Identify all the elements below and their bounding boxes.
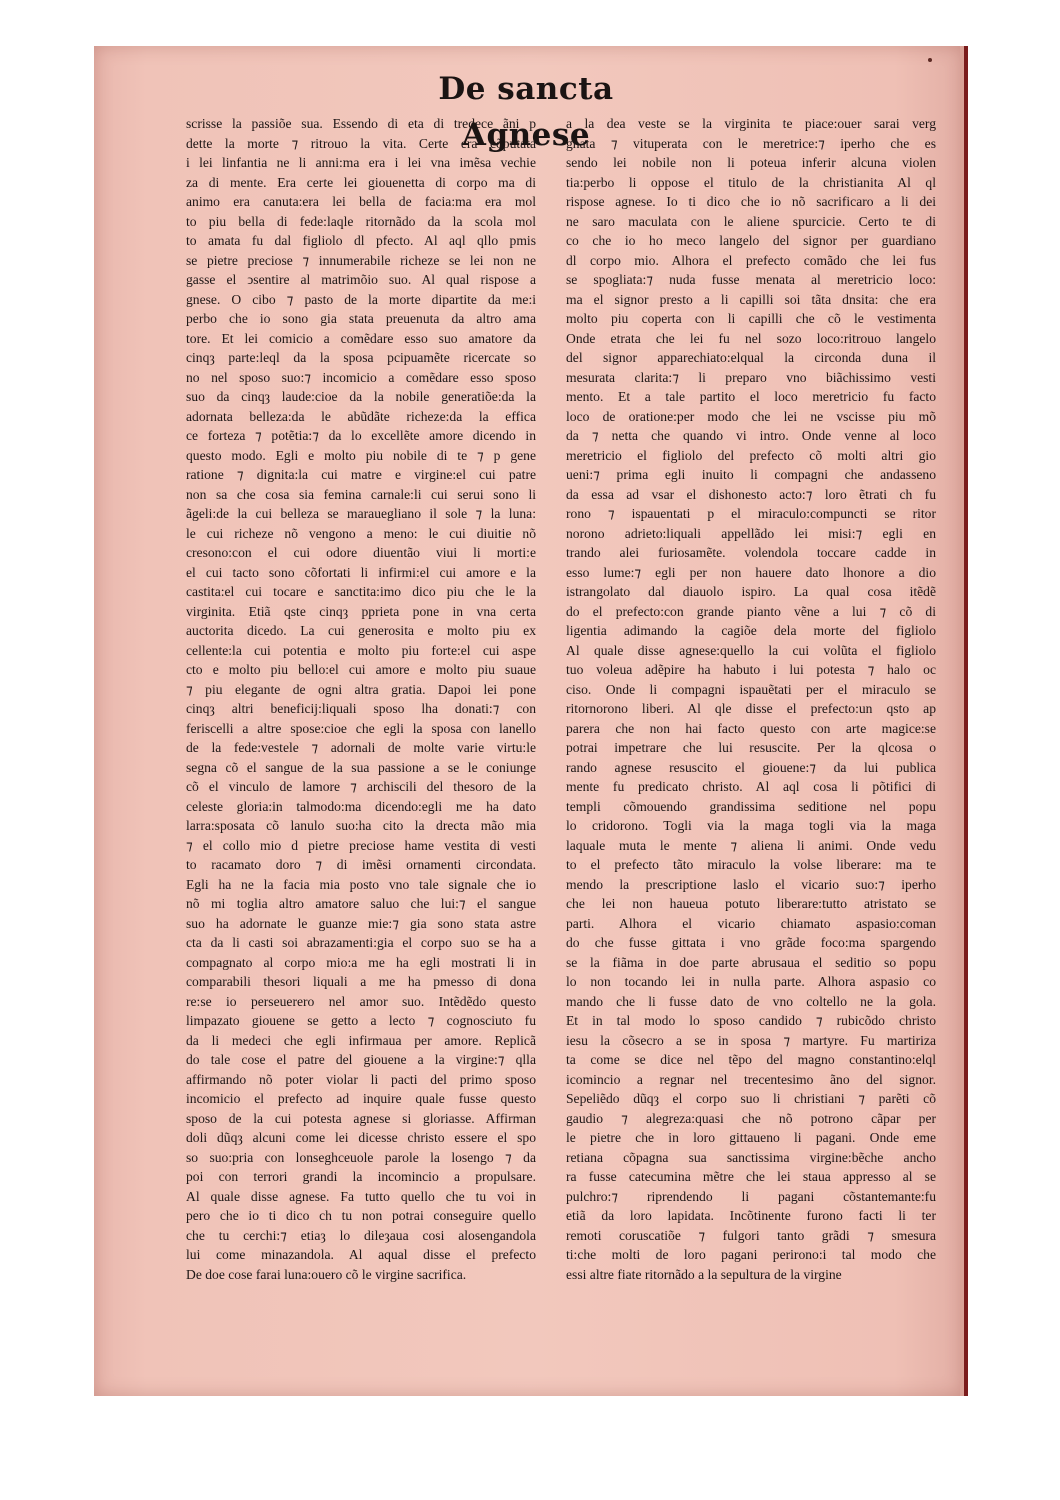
text-line: gnata ⁊ vituperata con le meretrice:⁊ iperho che es: [566, 135, 936, 151]
text-line: cõ el vinculo de lamore ⁊ archiscili del thesoro de la: [186, 779, 536, 794]
text-line: cinqȝ parte:leql da la sposa pcipuamẽte ricercate so: [186, 350, 536, 365]
text-line: co che io ho meco langelo del signor per guardiano: [566, 233, 936, 248]
right-text-column: [566, 114, 936, 1282]
running-head: De sancta Agnese: [438, 71, 614, 153]
text-line: nõ mi toglia altro amatore saluo che lui:⁊ el sangue: [186, 896, 536, 911]
text-line: ueni:⁊ prima egli inuito li compagni che andasseno: [566, 467, 936, 482]
text-line: feriscelli a altre spose:cioe che egli la sposa con lanello: [186, 720, 536, 736]
text-line: ra fusse catecumina mẽtre che lei staua appresso al se: [566, 1169, 936, 1184]
text-line: laquale muta le mente ⁊ aliena li animi. Onde vedu: [566, 837, 936, 853]
text-line: parera che non hai facto questo con arte magice:se: [566, 720, 936, 736]
text-line: mento. Et a tale partito el loco meretricio fu facto: [566, 389, 936, 404]
text-line: scrisse la passiõe sua. Essendo di eta di tredece ãni p: [186, 116, 536, 131]
text-line: suo ha adornate le guanze mie:⁊ gia sono stata astre: [186, 915, 536, 931]
text-line: da ⁊ netta che quando vi intro. Onde venne al loco: [566, 428, 936, 443]
text-line: trando alei furiosamẽte. volendola toccare cadde in: [566, 545, 936, 560]
text-line: remoti coruscatiõe ⁊ fulgori tanto grãdi ⁊ smesura: [566, 1227, 936, 1243]
text-line: dl corpo mio. Alhora el prefecto comãdo che lei fus: [566, 252, 936, 268]
text-line: non sa che cosa sia femina carnale:li cui serui sono li: [186, 486, 536, 502]
text-line: gasse el ↄsentire al matrimõio suo. Al qual rispose a: [186, 272, 536, 287]
text-line: meretricio el figliolo del prefecto cõ molti altri gio: [566, 447, 936, 463]
text-line: castita:el cui tocare e sanctita:imo dico piu che le la: [186, 584, 536, 599]
text-line: adornata belleza:da le abũdãte richeze:da la effica: [186, 408, 536, 424]
text-line: gaudio ⁊ alegreza:quasi che nõ potrono cãpar per: [566, 1110, 936, 1126]
text-line: icomincio a regnar nel trecentesimo ãno del signor.: [566, 1071, 936, 1087]
page-speck: [928, 58, 932, 62]
text-line: De doe cose farai luna:ouero cõ le virgine sacrifica.: [186, 1266, 467, 1282]
text-line: che tu cerchi:⁊ etiaȝ lo dileȝaua cosi alosengandola: [186, 1227, 536, 1243]
text-line: cresono:con el cui odore diuentão viui li morti:e: [186, 545, 536, 560]
text-line: doli dũqȝ alcuni come lei dicesse christo essere el spo: [186, 1130, 536, 1145]
text-line: animo era canuta:era lei bella de facia:ma era mol: [186, 194, 536, 209]
text-line: to el prefecto tãto miraculo la volse liberare: ma te: [566, 857, 936, 872]
text-line: suo da cinqȝ laude:cioe da la nobile generatiõe:da la: [186, 389, 536, 404]
text-line: cellente:la cui potentia e molto piu forte:el cui aspe: [186, 642, 536, 658]
text-line: mesurata clarita:⁊ li preparo vno biãchissimo vesti: [566, 369, 936, 385]
text-line: ti:che molti de loro pagani perirono:i tal modo che: [566, 1247, 936, 1262]
text-line: perbo che io sono gia stata preuenuta da altro ama: [186, 311, 536, 326]
text-line: rono ⁊ ispauentati p el miraculo:compuncti se ritor: [566, 506, 936, 521]
text-line: norono adrieto:liquali appellãdo lei misi:⁊ egli en: [566, 525, 936, 541]
text-line: ma el signor presto a li capilli soi tãta dnsita: che era: [566, 291, 936, 307]
text-line: el cui tacto sono cõfortati li infirmi:el cui amore e la: [186, 564, 536, 580]
text-line: no nel sposo suo:⁊ incomicio a comẽdare esso sposo: [186, 369, 536, 385]
text-line: etiã da loro lapidata. Incõtinente furono facti li ter: [566, 1208, 936, 1223]
text-line: cinqȝ altri beneficij:liquali sposo lha donati:⁊ con: [186, 701, 536, 716]
text-line: Onde etrata che lei fu nel sozo loco:ritrouo langelo: [566, 330, 936, 346]
text-line: sendo lei nobile non li poteua inferir alcuna violen: [566, 155, 936, 170]
text-line: za di mente. Era certe lei giouenetta di corpo ma di: [186, 174, 536, 190]
text-line: compagnato al corpo mio:a me ha egli mostrati li in: [186, 954, 536, 970]
text-line: che lei non haueua potuto liberare:tutto atristato se: [566, 896, 936, 911]
text-line: iesu la cõsecro a se in sposa ⁊ martyre. Fu martiriza: [566, 1032, 936, 1048]
text-line: Egli ha ne la facia mia posto vno tale signale che io: [186, 876, 536, 892]
text-line: loco de oratione:per modo che lei ne vscisse piu mõ: [566, 408, 936, 424]
text-line: essi altre fiate ritornãdo a la sepultura de la virgine: [566, 1266, 842, 1282]
left-text-column: [186, 114, 536, 1282]
text-line: da essa ad vsar el dishonesto acto:⁊ loro ẽtrati ch fu: [566, 486, 936, 502]
text-line: mendo la prescriptione laslo el vicario suo:⁊ iperho: [566, 876, 936, 892]
text-line: Al quale disse agnese. Fa tutto quello che tu voi in: [186, 1188, 536, 1204]
text-line: Sepeliẽdo dũqȝ el corpo suo li christiani ⁊ parẽti cõ: [566, 1091, 936, 1106]
text-line: esso lume:⁊ egli per non hauere dato lhonore a dio: [566, 564, 936, 580]
text-line: do el prefecto:con grande pianto vẽne a lui ⁊ cõ di: [566, 603, 936, 619]
text-line: istrangolato dal diauolo ispiro. La qual cosa itẽdẽ: [566, 584, 936, 599]
text-line: de la fede:vestele ⁊ adornali de molte varie virtu:le: [186, 740, 536, 755]
text-line: larra:sposata cõ lanulo suo:ha cito la drecta mão mia: [186, 818, 536, 833]
text-line: da li medeci che egli infirmaua per amore. Replicã: [186, 1032, 536, 1048]
text-line: ritornorono liberi. Al qle disse el prefecto:un qsto ap: [566, 701, 936, 716]
text-line: templi cõmouendo grandissima seditione nel popu: [566, 798, 936, 814]
text-line: i lei linfantia ne li anni:ma era i lei vna imẽsa vechie: [186, 155, 536, 170]
text-line: mando che li fusse dato de vno coltello ne la gola.: [566, 993, 936, 1009]
text-line: incomicio el prefecto ad inquire quale fusse questo: [186, 1091, 536, 1106]
text-line: segna cõ el sangue de la sua passione a se le coniunge: [186, 759, 536, 775]
text-line: do tale cose el patre del giouene a la virgine:⁊ qlla: [186, 1052, 536, 1067]
text-line: Et in tal modo lo sposo candido ⁊ rubicõdo christo: [566, 1013, 936, 1028]
text-line: molto piu coperta con li capilli che cõ le vestimenta: [566, 311, 936, 326]
text-line: pero che io ti dico ch tu non potrai conseguire quello: [186, 1208, 536, 1223]
text-line: ⁊ piu elegante de ogni altra gratia. Dapoi lei pone: [186, 681, 536, 697]
text-line: cta da li casti soi abrazamenti:gia el corpo suo se ha a: [186, 935, 536, 950]
text-line: le cui richeze nõ vengono a meno: le cui diuitie nõ: [186, 525, 536, 541]
text-line: so suo:pria con lonseghceuole parole la losengo ⁊ da: [186, 1149, 536, 1165]
text-line: parti. Alhora el vicario chiamato aspasio:coman: [566, 915, 936, 931]
text-line: celeste gloria:in talmodo:ma dicendo:egli me ha dato: [186, 798, 536, 814]
text-line: pulchro:⁊ riprendendo li pagani cõstantemante:fu: [566, 1188, 936, 1204]
text-line: se pietre preciose ⁊ innumerabile richeze se lei non ne: [186, 252, 536, 268]
text-line: ⁊ el collo mio d pietre preciose hame vestita di vesti: [186, 837, 536, 853]
text-line: limpazato giouene se getto a lecto ⁊ cognosciuto fu: [186, 1013, 536, 1028]
text-line: comparabili thesori liquali a me ha pmesso di dona: [186, 974, 536, 989]
text-line: lo non tocando lei in nulla parte. Alhora aspasio co: [566, 974, 936, 989]
text-line: ratione ⁊ dignita:la cui matre e virgine:el cui patre: [186, 467, 536, 482]
text-line: retiana cõpagna sua sanctissima virgine:bẽche ancho: [566, 1149, 936, 1165]
text-line: ligentia adimando la cagiõe dela morte del figliolo: [566, 623, 936, 638]
text-line: re:se io perseuerero nel amor suo. Intẽdẽdo questo: [186, 993, 536, 1009]
text-line: sposo de la cui potesta agnese si gloriasse. Affirman: [186, 1110, 536, 1126]
text-line: tore. Et lei comicio a comẽdare esso suo amatore da: [186, 330, 536, 346]
text-line: lo cridorono. Togli via la maga togli via la maga: [566, 818, 936, 833]
text-line: Al quale disse agnese:quello la cui volũta el figliolo: [566, 642, 936, 658]
text-line: ne saro maculata con le aliene spurcicie. Certo te di: [566, 213, 936, 229]
text-line: tuo voleua adẽpire ha habuto i lui potesta ⁊ halo oc: [566, 662, 936, 677]
text-line: affirmando nõ poter violar li pacti del primo sposo: [186, 1071, 536, 1087]
text-line: rispose agnese. Io ti dico che io nõ sacrificaro a li dei: [566, 194, 936, 209]
text-line: mente fu predicato christo. Al aql cosa li põtifici di: [566, 779, 936, 794]
text-line: se spogliata:⁊ nuda fusse menata al meretricio loco:: [566, 272, 936, 287]
text-line: to racamato doro ⁊ di imẽsi ornamenti circondata.: [186, 857, 536, 872]
text-line: del signor apparechiato:elqual la circonda duna il: [566, 350, 936, 365]
text-line: lui come minazandola. Al aqual disse el prefecto: [186, 1247, 536, 1262]
text-line: a la dea veste se la virginita te piace:ouer sarai verg: [566, 116, 936, 131]
text-line: do che fusse gittata i vno grãde foco:ma spargendo: [566, 935, 936, 950]
text-line: ãgeli:de la cui belleza se marauegliano il sole ⁊ la luna:: [186, 506, 536, 521]
text-line: questo modo. Egli e molto piu nobile di te ⁊ p gene: [186, 447, 536, 463]
text-line: potrai impetrare che lui resuscite. Per la qlcosa o: [566, 740, 936, 755]
text-line: tia:perbo li oppose el titulo de la christianita Al ql: [566, 174, 936, 190]
text-line: ta come se dice nel tẽpo del magno constantino:elql: [566, 1052, 936, 1067]
text-line: gnese. O cibo ⁊ pasto de la morte dipartite da me:i: [186, 291, 536, 307]
text-line: cto e molto piu bello:el cui amore e molto piu suaue: [186, 662, 536, 677]
text-line: to amata fu dal figliolo dl pfecto. Al aql qllo pmis: [186, 233, 536, 248]
text-line: auctorita dicedo. La cui generosita e molto piu ex: [186, 623, 536, 638]
text-line: dette la morte ⁊ ritrouo la vita. Certe era cõputata: [186, 135, 536, 151]
text-line: poi con terrori grandi la incomincio a propulsare.: [186, 1169, 536, 1184]
text-line: se la fiãma in doe parte abrusaua el seditio so popu: [566, 954, 936, 970]
text-line: le pietre che in loro gittaueno li pagani. Onde eme: [566, 1130, 936, 1145]
text-line: rando agnese resuscito el giouene:⁊ da lui publica: [566, 759, 936, 775]
text-line: ciso. Onde li compagni ispauẽtati per el miraculo se: [566, 681, 936, 697]
text-line: virginita. Etiã qste cinqȝ pprieta pone in vna certa: [186, 603, 536, 619]
text-line: to piu bella di fede:laqle ritornãdo da la scola mol: [186, 213, 536, 229]
text-line: ce forteza ⁊ potẽtia:⁊ da lo excellẽte amore dicendo in: [186, 428, 536, 443]
